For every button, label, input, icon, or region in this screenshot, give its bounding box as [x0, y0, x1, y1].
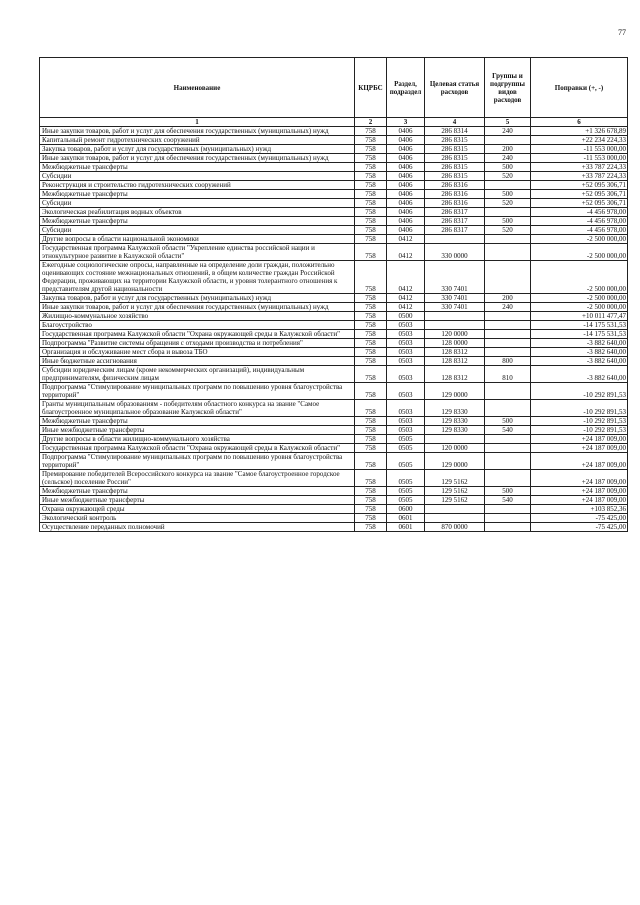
row-amount: -3 882 640,00	[531, 339, 628, 348]
row-target-article: 129 5162	[425, 496, 485, 505]
row-kcrbs: 758	[355, 181, 387, 190]
row-target-article: 128 8312	[425, 366, 485, 383]
row-razdel: 0600	[387, 505, 425, 514]
row-expense-group: 200	[485, 294, 531, 303]
header-amendments: Поправки (+, -)	[531, 58, 628, 118]
row-name: Субсидии	[40, 172, 355, 181]
row-name: Жилищно-коммунальное хозяйство	[40, 312, 355, 321]
table-row	[40, 470, 628, 487]
row-target-article	[425, 321, 485, 330]
row-target-article	[425, 312, 485, 321]
row-kcrbs: 758	[355, 496, 387, 505]
row-name: Субсидии	[40, 199, 355, 208]
row-kcrbs: 758	[355, 208, 387, 217]
header-name: Наименование	[40, 58, 355, 118]
table-row	[40, 487, 628, 496]
row-name: Закупка товаров, работ и услуг для государственных (муниципальных) нужд	[40, 145, 355, 154]
row-target-article: 129 5162	[425, 470, 485, 487]
row-razdel: 0505	[387, 470, 425, 487]
row-kcrbs: 758	[355, 400, 387, 417]
row-expense-group	[485, 444, 531, 453]
row-expense-group	[485, 470, 531, 487]
row-name: Иные межбюджетные трансферты	[40, 496, 355, 505]
row-target-article: 286 8315	[425, 163, 485, 172]
row-name: Организация и обслуживание мест сбора и вывоза ТБО	[40, 348, 355, 357]
row-kcrbs: 758	[355, 235, 387, 244]
row-target-article: 129 8330	[425, 417, 485, 426]
row-expense-group	[485, 339, 531, 348]
row-razdel: 0503	[387, 330, 425, 339]
header-target-article: Целевая статья расходов	[425, 58, 485, 118]
row-razdel: 0406	[387, 199, 425, 208]
row-name: Межбюджетные трансферты	[40, 417, 355, 426]
row-target-article: 870 0000	[425, 523, 485, 532]
row-kcrbs: 758	[355, 470, 387, 487]
row-target-article	[425, 505, 485, 514]
row-razdel: 0503	[387, 339, 425, 348]
row-expense-group: 240	[485, 303, 531, 312]
row-name: Иные закупки товаров, работ и услуг для обеспечения государственных (муниципальных) нужд	[40, 127, 355, 136]
row-razdel: 0406	[387, 217, 425, 226]
row-name: Гранты муниципальным образованиям - победителям областного конкурса на звание "Самое благоустроенное муниципальное образование Калужской области"	[40, 400, 355, 417]
row-amount: +52 095 306,71	[531, 181, 628, 190]
row-name: Благоустройство	[40, 321, 355, 330]
row-razdel: 0406	[387, 226, 425, 235]
column-number: 6	[531, 118, 628, 127]
table-row	[40, 294, 628, 303]
row-razdel: 0412	[387, 235, 425, 244]
row-target-article: 330 7401	[425, 303, 485, 312]
row-target-article: 286 8317	[425, 217, 485, 226]
row-name: Закупка товаров, работ и услуг для государственных (муниципальных) нужд	[40, 294, 355, 303]
row-kcrbs: 758	[355, 505, 387, 514]
table-row	[40, 453, 628, 470]
row-expense-group: 800	[485, 357, 531, 366]
page-number: 77	[618, 28, 626, 37]
header-kcrbs: КЦРБС	[355, 58, 387, 118]
header-expense-group: Группы и подгруппы видов расходов	[485, 58, 531, 118]
row-expense-group: 520	[485, 226, 531, 235]
row-razdel: 0503	[387, 400, 425, 417]
row-razdel: 0406	[387, 154, 425, 163]
row-expense-group	[485, 435, 531, 444]
row-amount: -11 553 000,00	[531, 145, 628, 154]
row-amount: +24 187 009,00	[531, 496, 628, 505]
row-amount: -75 425,00	[531, 514, 628, 523]
header-row	[40, 58, 628, 118]
row-expense-group	[485, 330, 531, 339]
row-name: Межбюджетные трансферты	[40, 163, 355, 172]
table-row	[40, 366, 628, 383]
row-amount: -3 882 640,00	[531, 366, 628, 383]
row-amount: +52 095 306,71	[531, 199, 628, 208]
row-kcrbs: 758	[355, 226, 387, 235]
table-row	[40, 199, 628, 208]
row-kcrbs: 758	[355, 217, 387, 226]
row-amount: +52 095 306,71	[531, 190, 628, 199]
row-kcrbs: 758	[355, 514, 387, 523]
row-expense-group: 500	[485, 190, 531, 199]
row-name: Субсидии юридическим лицам (кроме некоммерческих организаций), индивидуальным предпринимателям, физическим лицам	[40, 366, 355, 383]
table-row	[40, 235, 628, 244]
table-row	[40, 127, 628, 136]
row-amount: +33 787 224,33	[531, 163, 628, 172]
row-kcrbs: 758	[355, 172, 387, 181]
row-expense-group: 540	[485, 426, 531, 435]
row-name: Экологический контроль	[40, 514, 355, 523]
table-row	[40, 172, 628, 181]
table-row	[40, 321, 628, 330]
column-number: 3	[387, 118, 425, 127]
row-name: Государственная программа Калужской области "Охрана окружающей среды в Калужской области"	[40, 330, 355, 339]
row-target-article: 129 8330	[425, 426, 485, 435]
row-target-article: 330 7401	[425, 294, 485, 303]
row-expense-group: 520	[485, 199, 531, 208]
row-expense-group	[485, 505, 531, 514]
row-name: Ежегодные социологические опросы, направленные на определение доли граждан, положительно оценивающих состояние межнациональных отношений, в общем количестве граждан Российской Федерации, проживающих на территории Калужской области, и уровня толерантного отношения к представителям другой национальности	[40, 261, 355, 294]
row-kcrbs: 758	[355, 294, 387, 303]
row-name: Иные межбюджетные трансферты	[40, 426, 355, 435]
table-row	[40, 312, 628, 321]
row-amount: -10 292 891,53	[531, 426, 628, 435]
row-expense-group	[485, 453, 531, 470]
row-expense-group	[485, 383, 531, 400]
row-amount: -2 500 000,00	[531, 294, 628, 303]
row-kcrbs: 758	[355, 426, 387, 435]
row-razdel: 0503	[387, 348, 425, 357]
row-amount: +10 011 477,47	[531, 312, 628, 321]
row-target-article	[425, 514, 485, 523]
row-amount: -14 175 531,53	[531, 330, 628, 339]
row-amount: -2 500 000,00	[531, 235, 628, 244]
row-target-article: 286 8316	[425, 190, 485, 199]
row-target-article: 286 8317	[425, 226, 485, 235]
row-amount: -2 500 000,00	[531, 244, 628, 261]
row-amount: -4 456 978,00	[531, 217, 628, 226]
row-target-article: 120 0000	[425, 444, 485, 453]
table-row	[40, 244, 628, 261]
row-razdel: 0503	[387, 417, 425, 426]
row-expense-group	[485, 523, 531, 532]
table-row	[40, 417, 628, 426]
row-expense-group: 520	[485, 172, 531, 181]
row-name: Государственная программа Калужской области "Охрана окружающей среды в Калужской области"	[40, 444, 355, 453]
row-amount: -2 500 000,00	[531, 303, 628, 312]
row-expense-group	[485, 244, 531, 261]
row-kcrbs: 758	[355, 444, 387, 453]
row-amount: +24 187 009,00	[531, 453, 628, 470]
row-name: Иные бюджетные ассигнования	[40, 357, 355, 366]
row-expense-group	[485, 321, 531, 330]
row-razdel: 0406	[387, 136, 425, 145]
row-amount: -4 456 978,00	[531, 208, 628, 217]
row-amount: -3 882 640,00	[531, 348, 628, 357]
row-target-article: 286 8316	[425, 181, 485, 190]
row-amount: -14 175 531,53	[531, 321, 628, 330]
row-expense-group	[485, 235, 531, 244]
row-amount: +24 187 009,00	[531, 470, 628, 487]
table-row	[40, 190, 628, 199]
row-kcrbs: 758	[355, 163, 387, 172]
table-row	[40, 226, 628, 235]
table-row	[40, 496, 628, 505]
row-razdel: 0500	[387, 312, 425, 321]
row-kcrbs: 758	[355, 145, 387, 154]
row-name: Межбюджетные трансферты	[40, 190, 355, 199]
row-kcrbs: 758	[355, 523, 387, 532]
row-target-article: 286 8317	[425, 208, 485, 217]
table-row	[40, 444, 628, 453]
row-kcrbs: 758	[355, 154, 387, 163]
table-row	[40, 217, 628, 226]
row-razdel: 0503	[387, 366, 425, 383]
row-amount: -3 882 640,00	[531, 357, 628, 366]
column-number: 2	[355, 118, 387, 127]
row-name: Капитальный ремонт гидротехнических сооружений	[40, 136, 355, 145]
row-razdel: 0503	[387, 321, 425, 330]
table-row	[40, 339, 628, 348]
row-amount: -75 425,00	[531, 523, 628, 532]
column-number: 4	[425, 118, 485, 127]
row-razdel: 0601	[387, 514, 425, 523]
row-target-article: 128 0000	[425, 339, 485, 348]
row-expense-group	[485, 348, 531, 357]
row-expense-group: 500	[485, 487, 531, 496]
row-name: Государственная программа Калужской области "Укрепление единства российской нации и этнокультурное развитие в Калужской области"	[40, 244, 355, 261]
row-amount: +33 787 224,33	[531, 172, 628, 181]
row-target-article: 120 0000	[425, 330, 485, 339]
row-name: Другие вопросы в области жилищно-коммунального хозяйства	[40, 435, 355, 444]
row-kcrbs: 758	[355, 487, 387, 496]
table-row	[40, 208, 628, 217]
row-target-article: 286 8316	[425, 199, 485, 208]
row-expense-group	[485, 514, 531, 523]
row-kcrbs: 758	[355, 417, 387, 426]
row-kcrbs: 758	[355, 453, 387, 470]
row-amount: -10 292 891,53	[531, 417, 628, 426]
row-expense-group: 500	[485, 163, 531, 172]
row-name: Охрана окружающей среды	[40, 505, 355, 514]
table-row	[40, 523, 628, 532]
row-kcrbs: 758	[355, 383, 387, 400]
row-razdel: 0505	[387, 487, 425, 496]
row-name: Подпрограмма "Стимулирование муниципальных программ по повышению уровня благоустройства территорий"	[40, 453, 355, 470]
row-expense-group	[485, 400, 531, 417]
row-target-article: 286 8315	[425, 145, 485, 154]
row-kcrbs: 758	[355, 303, 387, 312]
row-name: Межбюджетные трансферты	[40, 487, 355, 496]
row-name: Осуществление переданных полномочий	[40, 523, 355, 532]
row-razdel: 0406	[387, 127, 425, 136]
row-razdel: 0601	[387, 523, 425, 532]
row-razdel: 0406	[387, 172, 425, 181]
row-name: Иные закупки товаров, работ и услуг для обеспечения государственных (муниципальных) нужд	[40, 303, 355, 312]
table-row	[40, 136, 628, 145]
table-row	[40, 505, 628, 514]
table-row	[40, 357, 628, 366]
row-expense-group	[485, 208, 531, 217]
row-expense-group: 240	[485, 154, 531, 163]
row-amount: -10 292 891,53	[531, 400, 628, 417]
row-target-article: 286 8314	[425, 127, 485, 136]
row-razdel: 0406	[387, 208, 425, 217]
row-razdel: 0505	[387, 435, 425, 444]
row-razdel: 0505	[387, 444, 425, 453]
column-number: 1	[40, 118, 355, 127]
row-name: Иные закупки товаров, работ и услуг для обеспечения государственных (муниципальных) нужд	[40, 154, 355, 163]
row-name: Экологическая реабилитация водных объектов	[40, 208, 355, 217]
row-target-article: 129 0000	[425, 453, 485, 470]
table-row	[40, 426, 628, 435]
budget-amendments-table	[39, 57, 628, 532]
row-target-article: 128 8312	[425, 348, 485, 357]
row-kcrbs: 758	[355, 339, 387, 348]
row-razdel: 0412	[387, 261, 425, 294]
table-row	[40, 330, 628, 339]
row-amount: +24 187 009,00	[531, 444, 628, 453]
row-razdel: 0503	[387, 426, 425, 435]
table-row	[40, 383, 628, 400]
table-row	[40, 435, 628, 444]
row-name: Подпрограмма "Развитие системы обращения с отходами производства и потребления"	[40, 339, 355, 348]
row-target-article: 128 8312	[425, 357, 485, 366]
row-expense-group: 500	[485, 217, 531, 226]
row-expense-group: 500	[485, 417, 531, 426]
table-row	[40, 145, 628, 154]
row-kcrbs: 758	[355, 366, 387, 383]
row-target-article: 129 5162	[425, 487, 485, 496]
row-razdel: 0406	[387, 145, 425, 154]
table-row	[40, 514, 628, 523]
row-target-article: 129 8330	[425, 400, 485, 417]
row-name: Другие вопросы в области национальной экономики	[40, 235, 355, 244]
row-target-article: 286 8315	[425, 136, 485, 145]
table-row	[40, 154, 628, 163]
row-name: Межбюджетные трансферты	[40, 217, 355, 226]
column-number: 5	[485, 118, 531, 127]
row-amount: -10 292 891,53	[531, 383, 628, 400]
row-amount: +103 852,36	[531, 505, 628, 514]
row-expense-group	[485, 312, 531, 321]
row-kcrbs: 758	[355, 435, 387, 444]
row-kcrbs: 758	[355, 330, 387, 339]
row-kcrbs: 758	[355, 244, 387, 261]
table-row	[40, 400, 628, 417]
row-razdel: 0503	[387, 383, 425, 400]
table-row	[40, 303, 628, 312]
row-amount: +24 187 009,00	[531, 487, 628, 496]
row-expense-group	[485, 261, 531, 294]
row-amount: -4 456 978,00	[531, 226, 628, 235]
row-razdel: 0406	[387, 181, 425, 190]
row-kcrbs: 758	[355, 312, 387, 321]
table-row	[40, 181, 628, 190]
row-razdel: 0412	[387, 244, 425, 261]
row-expense-group: 810	[485, 366, 531, 383]
row-razdel: 0503	[387, 357, 425, 366]
row-expense-group	[485, 136, 531, 145]
row-amount: +24 187 009,00	[531, 435, 628, 444]
column-number-row	[40, 118, 628, 127]
table-row	[40, 261, 628, 294]
row-target-article	[425, 435, 485, 444]
row-kcrbs: 758	[355, 348, 387, 357]
row-kcrbs: 758	[355, 136, 387, 145]
row-amount: -11 553 000,00	[531, 154, 628, 163]
row-kcrbs: 758	[355, 357, 387, 366]
row-kcrbs: 758	[355, 127, 387, 136]
table-row	[40, 163, 628, 172]
row-razdel: 0412	[387, 303, 425, 312]
row-amount: +1 326 678,89	[531, 127, 628, 136]
row-target-article: 286 8315	[425, 172, 485, 181]
row-kcrbs: 758	[355, 199, 387, 208]
row-razdel: 0505	[387, 453, 425, 470]
row-target-article: 129 0000	[425, 383, 485, 400]
row-razdel: 0412	[387, 294, 425, 303]
row-kcrbs: 758	[355, 261, 387, 294]
row-expense-group: 200	[485, 145, 531, 154]
row-expense-group: 540	[485, 496, 531, 505]
row-target-article: 286 8315	[425, 154, 485, 163]
row-razdel: 0505	[387, 496, 425, 505]
row-expense-group	[485, 181, 531, 190]
header-razdel: Раздел, подраздел	[387, 58, 425, 118]
row-razdel: 0406	[387, 190, 425, 199]
row-target-article: 330 0000	[425, 244, 485, 261]
row-name: Подпрограмма "Стимулирование муниципальных программ по повышению уровня благоустройства территорий"	[40, 383, 355, 400]
row-target-article	[425, 235, 485, 244]
row-name: Реконструкция и строительство гидротехнических сооружений	[40, 181, 355, 190]
table-row	[40, 348, 628, 357]
row-name: Премирование победителей Всероссийского конкурса на звание "Самое благоустроенное городское (сельское) поселение России"	[40, 470, 355, 487]
row-amount: -2 500 000,00	[531, 261, 628, 294]
row-amount: +22 234 224,33	[531, 136, 628, 145]
row-expense-group: 240	[485, 127, 531, 136]
row-target-article: 330 7401	[425, 261, 485, 294]
row-kcrbs: 758	[355, 321, 387, 330]
row-name: Субсидии	[40, 226, 355, 235]
row-razdel: 0406	[387, 163, 425, 172]
row-kcrbs: 758	[355, 190, 387, 199]
